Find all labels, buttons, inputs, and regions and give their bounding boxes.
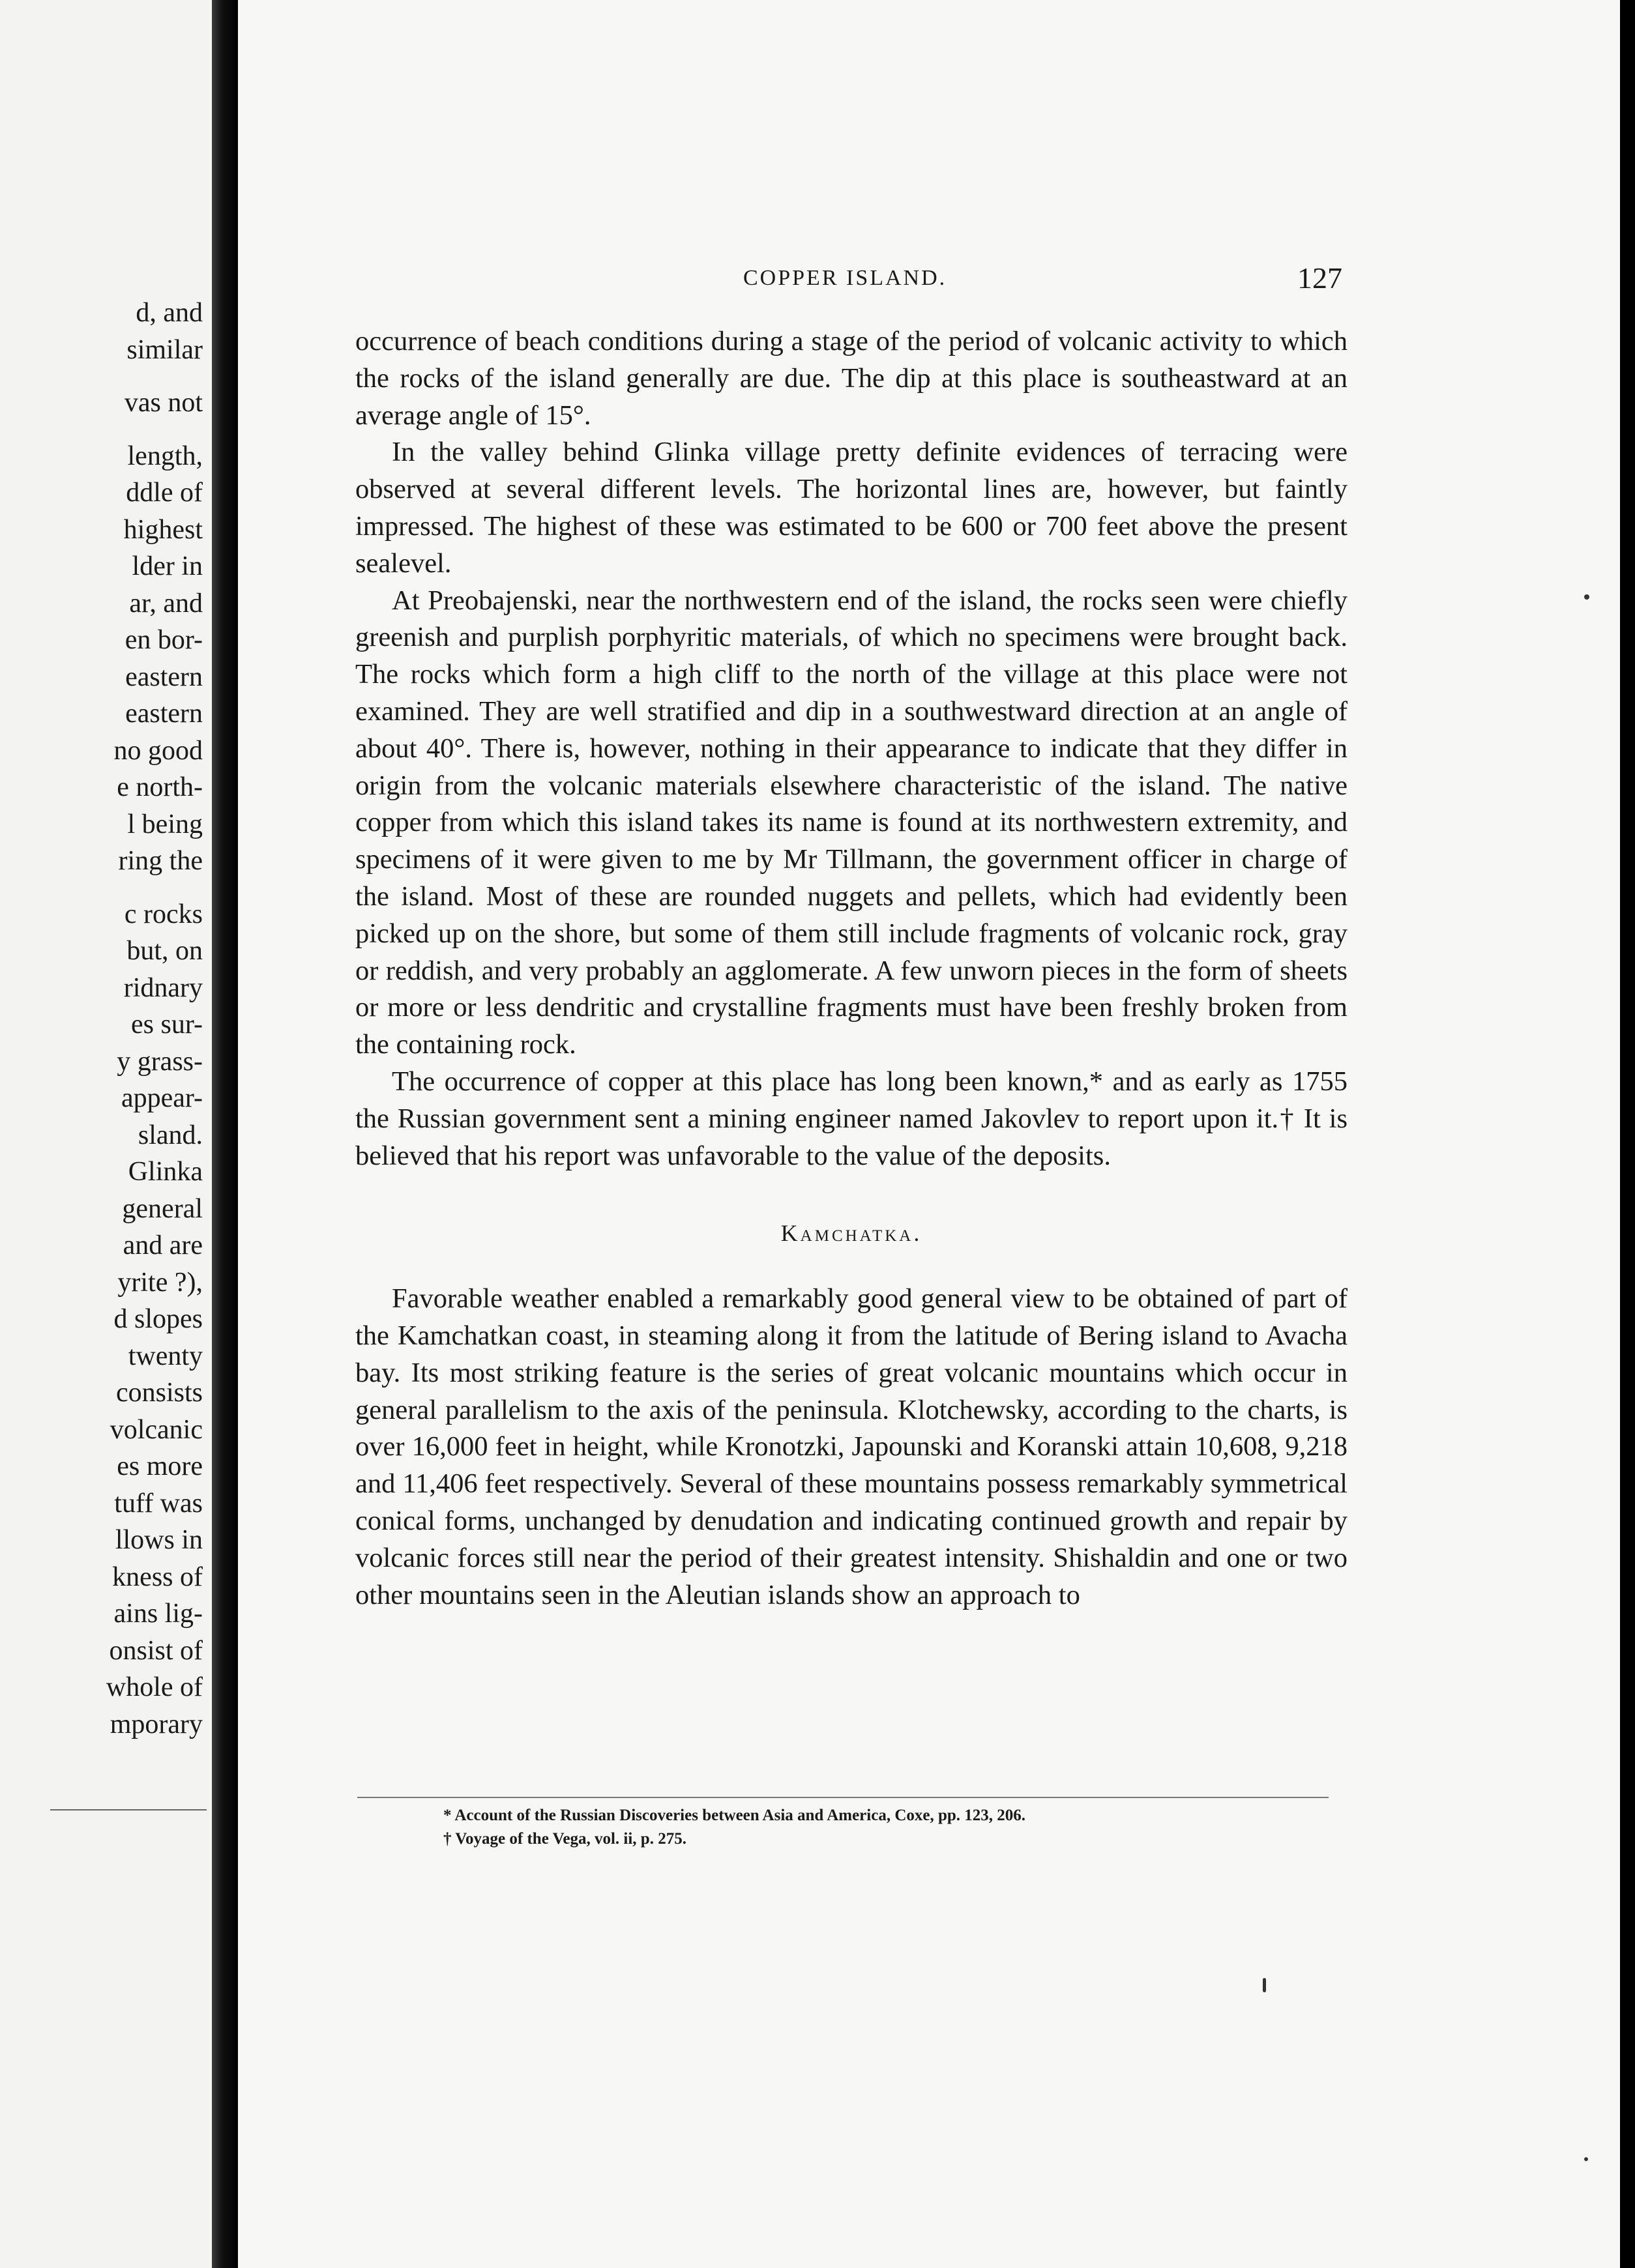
facing-line: lder in [132, 551, 203, 581]
facing-line: ddle of [126, 478, 203, 508]
paragraph: occurrence of beach conditions during a stage of the period of volcanic activity to which the rocks of the island generally are due. The dip at this place is southeastward at an average angle of 15°. [355, 326, 1348, 431]
page-number: 127 [1297, 261, 1342, 295]
facing-line: highest [123, 514, 203, 545]
facing-footnote-rule [50, 1809, 207, 1810]
scan-edge [1620, 0, 1635, 2268]
facing-line: and are [123, 1230, 203, 1260]
book-gutter [212, 0, 238, 2268]
facing-line: y grass- [117, 1046, 203, 1077]
facing-line: ar, and [129, 588, 203, 618]
footnote-rule [357, 1797, 1329, 1798]
scan-speck [1584, 2157, 1588, 2161]
footnote: † Voyage of the Vega, vol. ii, p. 275. [443, 1830, 686, 1848]
facing-page-text [106, 295, 203, 1743]
facing-line: Glinka [128, 1157, 203, 1187]
facing-page-fragment [0, 0, 212, 2268]
facing-line: es more [117, 1451, 203, 1481]
facing-line: eastern [125, 662, 203, 692]
body-text [355, 323, 1348, 1614]
facing-line: ridnary [123, 972, 203, 1003]
facing-line: similar [126, 334, 203, 365]
paragraph: In the valley behind Glinka village pretty definite evidences of terracing were observed at several different levels. The horizontal lines are, however, but faintly impressed. The highest of these was estimated to be 600 or 700 feet above the present sealevel. [355, 437, 1348, 579]
facing-line: but, on [126, 936, 203, 966]
facing-line: twenty [128, 1341, 203, 1371]
paragraph: The occurrence of copper at this place has long been known,* and as early as 1755 the Russian government sent a mining engineer named Jakovlev to report upon it.† It is believed that his report was unfavorable to the value of the deposits. [355, 1066, 1348, 1171]
facing-line: d slopes [113, 1304, 203, 1334]
facing-line: llows in [115, 1525, 203, 1555]
section-heading: Kamchatka. [780, 1220, 922, 1247]
facing-line: d, and [136, 298, 203, 328]
facing-line: yrite ?), [117, 1267, 203, 1298]
facing-line: onsist of [109, 1635, 203, 1666]
facing-line: ains lig- [113, 1599, 203, 1629]
facing-line: eastern [125, 699, 203, 729]
facing-line: volcanic [110, 1414, 203, 1445]
facing-line: tuff was [114, 1488, 203, 1519]
facing-line: kness of [112, 1562, 203, 1592]
running-head: COPPER ISLAND. [743, 266, 947, 290]
facing-line: consists [115, 1378, 203, 1408]
facing-line: l being [127, 809, 203, 839]
facing-line: es sur- [131, 1010, 203, 1040]
footnote: * Account of the Russian Discoveries between Asia and America, Coxe, pp. 123, 206. [443, 1807, 1026, 1824]
facing-line: mporary [110, 1709, 203, 1739]
facing-line: ring the [118, 846, 203, 876]
facing-line: whole of [106, 1672, 203, 1702]
paragraph: Favorable weather enabled a remarkably good general view to be obtained of part of the Kamchatkan coast, in steaming along it from the latitude of Bering island to Avacha bay. Its most striking feature is the series of great volcanic mountains which occur in general parallelism to the axis of the peninsula. Klotchewsky, according to the charts, is over 16,000 feet in height, while Kronotzki, Japounski and Koranski attain 10,608, 9,218 and 11,406 feet respectively. Several of these mountains possess remarkably symmetrical conical forms, unchanged by denudation and indicating continued growth and repair by volcanic forces still near the period of their greatest intensity. Shishaldin and one or two other mountains seen in the Aleutian islands show an approach to [355, 1283, 1348, 1610]
facing-line: vas not [124, 388, 203, 418]
footnotes [443, 1804, 1343, 1851]
facing-line: length, [127, 441, 203, 471]
facing-line: no good [113, 735, 203, 766]
facing-line: general [122, 1193, 203, 1224]
facing-line: e north- [117, 772, 203, 802]
facing-line: en bor- [125, 625, 203, 655]
scan-speck [1584, 594, 1589, 600]
paragraph: At Preobajenski, near the northwestern end of the island, the rocks seen were chiefly greenish and purplish porphyritic materials, of which no specimens were brought back. The rocks which form a high cliff to the north of the village at this place were not examined. They are well stratified and dip in a southwestward direction at an angle of about 40°. There is, however, nothing in their appearance to indicate that they differ in origin from the volcanic materials elsewhere characteristic of the island. The native copper from which this island takes its name is found at its northwestern extremity, and specimens of it were given to me by Mr Tillmann, the government officer in charge of the island. Most of these are rounded nuggets and pellets, which had evidently been picked up on the shore, but some of them still include fragments of volcanic rock, gray or reddish, and very probably an agglomerate. A few unworn pieces in the form of sheets or more or less dendritic and crystalline fragments must have been freshly broken from the containing rock. [355, 585, 1348, 1060]
facing-line: c rocks [124, 899, 203, 929]
facing-line: appear- [121, 1083, 203, 1113]
facing-line: sland. [138, 1120, 203, 1150]
scan-speck [1263, 1978, 1266, 1992]
